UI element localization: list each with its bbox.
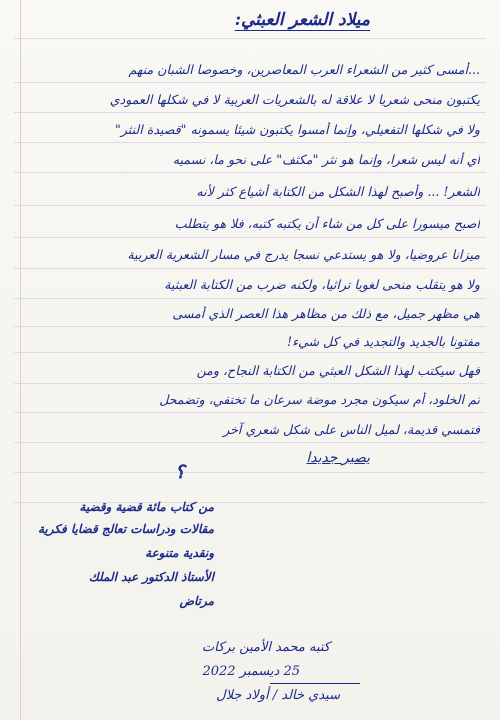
book-info-line-2: مقالات ودراسات تعالج قضايا فكرية — [37, 522, 214, 536]
rule-line — [14, 205, 486, 206]
book-info-line-4: الأستاذ الدكتور عبد الملك — [88, 570, 214, 584]
rule-line — [14, 237, 486, 238]
body-line-4: أي أنه ليس شعرا، وإنما هو نثر "مكثف" على نحو ما، نسميه — [172, 152, 480, 167]
date-underline — [270, 683, 360, 684]
body-line-12: ثم الخلود، أم سيكون مجرد موضة سرعان ما تختفي، وتضمحل — [159, 392, 480, 407]
body-line-2: يكتبون منحى شعريا لا علاقة له بالشعريات العربية لا في شكلها العمودي — [109, 92, 480, 107]
rule-line — [14, 383, 486, 384]
rule-line — [14, 412, 486, 413]
rule-line — [14, 172, 486, 173]
title-colon: : — [234, 10, 242, 30]
body-line-10: مفتونا بالجديد والتجديد في كل شيء! — [287, 334, 480, 349]
rule-line — [14, 472, 486, 473]
body-line-11: فهل سيكتب لهذا الشكل العبثي من الكتابة النجاح، ومن — [196, 363, 480, 378]
signature-place: سيدي خالد / أولاد جلال — [216, 688, 340, 703]
rule-line — [14, 268, 486, 269]
body-line-8: ولا هو يتقلب منحى لغويا تراثيا، ولكنه ضرب من الكتابة العبثية — [164, 277, 480, 292]
page-title — [227, 10, 370, 30]
body-line-7: ميزانا عروضيا، ولا هو يستدعي نسجا يدرج في مسار الشعرية العربية — [127, 247, 480, 262]
signature-date: 25 ديسمبر 2022 — [202, 664, 300, 679]
body-line-14: يصير جديدا — [306, 450, 370, 466]
rule-line — [14, 298, 486, 299]
body-line-13: فتمسي قديمة، لميل الناس على شكل شعري آخر — [223, 422, 480, 437]
body-line-9: هي مظهر جميل، مع ذلك من مظاهر هذا العصر الذي أمسى — [172, 306, 480, 321]
rule-line — [14, 352, 486, 353]
margin-line — [20, 0, 21, 720]
body-line-6: أصبح ميسورا على كل من شاء أن يكتبه كتبه، فلا هو يتطلب — [174, 216, 480, 231]
rule-line — [14, 326, 486, 327]
rule-line — [14, 442, 486, 443]
body-line-5: الشعر! ... وأصبح لهذا الشكل من الكتابة أشياع كثر لأنه — [196, 184, 480, 199]
body-line-3: ولا في شكلها التفعيلي، وإنما أمسوا يكتبون شيئا يسمونه "قصيدة النثر" — [115, 122, 480, 137]
book-info-line-5: مرتاض — [179, 594, 214, 608]
rule-line — [14, 112, 486, 113]
book-info-line-3: ونقدية متنوعة — [145, 546, 214, 560]
body-line-1: ...أمسى كثير من الشعراء العرب المعاصرين، وخصوصا الشبان منهم — [128, 62, 480, 77]
rule-line — [14, 82, 486, 83]
book-info-line-1: من كتاب مائة قضية وقضية — [79, 500, 214, 514]
rule-line — [14, 38, 486, 39]
question-mark: ؟ — [175, 462, 185, 483]
signature-writer: كتبه محمد الأمين بركات — [201, 640, 330, 655]
title-text: ميلاد الشعر العبثي — [241, 10, 370, 30]
rule-line — [14, 142, 486, 143]
